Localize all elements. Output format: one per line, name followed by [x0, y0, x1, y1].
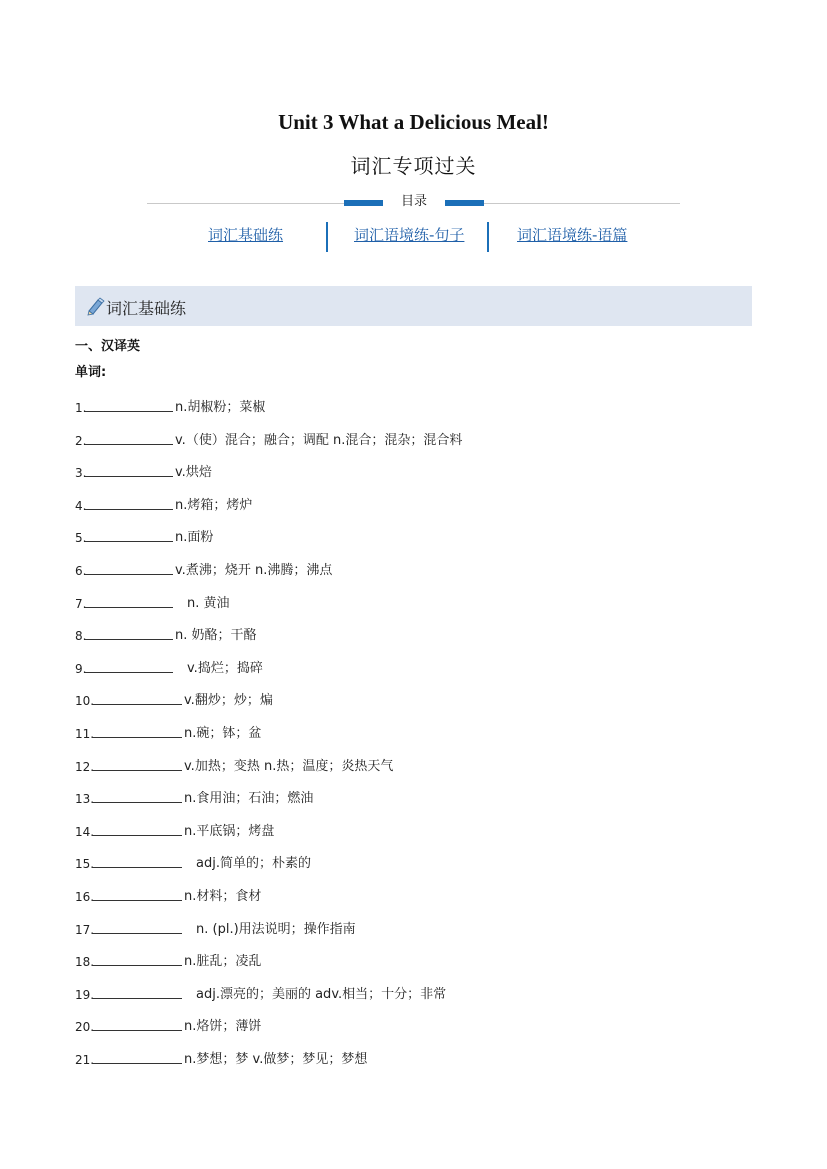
answer-blank[interactable] [92, 722, 182, 738]
item-definition: v.翻炒；炒；煸 [184, 693, 273, 709]
item-number: 10. [75, 694, 95, 709]
exercise-item [75, 1045, 367, 1067]
item-number: 21. [75, 1053, 95, 1067]
item-number: 7. [75, 596, 87, 611]
section-title: 词汇基础练 [106, 299, 187, 318]
answer-blank[interactable] [85, 526, 173, 542]
item-definition: n.梦想；梦 v.做梦；梦见；梦想 [184, 1052, 368, 1067]
exercise-item [75, 719, 261, 741]
exercise-item [75, 686, 273, 708]
item-number: 5. [75, 531, 87, 546]
toc-link-vocab-sentence[interactable]: 词汇语境练-句子 [354, 226, 465, 244]
answer-blank[interactable] [92, 885, 182, 901]
answer-blank[interactable] [85, 494, 173, 510]
item-number: 4. [75, 498, 87, 513]
item-number: 20. [75, 1020, 95, 1035]
item-number: 19. [75, 987, 95, 1002]
item-number: 14. [75, 824, 95, 839]
exercise-item [75, 589, 230, 611]
item-number: 16. [75, 890, 95, 904]
item-number: 1. [75, 401, 87, 415]
exercise-item [75, 915, 356, 937]
document-title: Unit 3 What a Delicious Meal! [278, 110, 549, 134]
exercise-item [75, 426, 462, 448]
item-number: 11. [75, 727, 95, 741]
answer-blank[interactable] [92, 689, 182, 705]
answer-blank[interactable] [85, 396, 173, 412]
pencil-icon [85, 296, 105, 316]
exercise-item [75, 1012, 261, 1034]
item-definition: v.烘焙 [175, 465, 212, 481]
toc-separator [487, 222, 489, 252]
answer-blank[interactable] [92, 852, 182, 868]
item-definition: adj.简单的；朴素的 [196, 856, 311, 872]
item-definition: n.胡椒粉；菜椒 [175, 400, 266, 415]
item-definition: n.烤箱；烤炉 [175, 497, 253, 513]
answer-blank[interactable] [92, 918, 182, 934]
exercise-item [75, 491, 252, 513]
exercise-item [75, 849, 311, 871]
answer-blank[interactable] [85, 429, 173, 445]
item-definition: n.平底锅；烤盘 [184, 823, 275, 839]
answer-blank[interactable] [92, 983, 182, 999]
item-number: 3. [75, 466, 87, 481]
exercise-item [75, 393, 265, 415]
item-number: 12. [75, 759, 95, 774]
answer-blank[interactable] [85, 624, 173, 640]
item-number: 13. [75, 792, 95, 807]
sub-heading: 单词: [75, 365, 107, 380]
item-definition: v.捣烂；捣碎 [187, 660, 263, 676]
item-definition: v.（使）混合；融合；调配 n.混合；混杂；混合料 [175, 432, 463, 448]
item-definition: n. 奶酪；干酪 [175, 628, 257, 644]
item-definition: n. (pl.)用法说明；操作指南 [196, 921, 356, 937]
answer-blank[interactable] [92, 787, 182, 803]
item-definition: n.脏乱；凌乱 [184, 954, 262, 970]
exercise-item [75, 817, 274, 839]
exercise-item [75, 980, 446, 1002]
toc-link-vocab-passage[interactable]: 词汇语境练-语篇 [517, 226, 628, 244]
toc-separator [326, 222, 328, 252]
item-number: 15. [75, 857, 95, 872]
toc-label: 目录 [383, 194, 445, 210]
exercise-item [75, 947, 261, 969]
item-definition: n.碗；钵；盆 [184, 726, 262, 741]
answer-blank[interactable] [85, 559, 173, 575]
exercise-item [75, 523, 213, 545]
item-definition: v.煮沸；烧开 n.沸腾；沸点 [175, 563, 333, 578]
exercise-item [75, 784, 313, 806]
answer-blank[interactable] [85, 657, 173, 673]
part-heading: 一、汉译英 [75, 339, 141, 354]
document-subtitle: 词汇专项过关 [350, 154, 477, 178]
exercise-item [75, 654, 263, 676]
item-number: 17. [75, 922, 95, 937]
exercise-item [75, 882, 261, 904]
exercise-item [75, 621, 257, 643]
section-header [75, 286, 752, 326]
item-definition: n.食用油；石油；燃油 [184, 791, 314, 807]
answer-blank[interactable] [92, 950, 182, 966]
item-number: 6. [75, 564, 87, 578]
item-definition: v.加热；变热 n.热；温度；炎热天气 [184, 758, 394, 774]
item-definition: n.材料；食材 [184, 889, 262, 904]
item-definition: adj.漂亮的；美丽的 adv.相当；十分；非常 [196, 986, 447, 1002]
answer-blank[interactable] [85, 592, 173, 608]
item-definition: n.面粉 [175, 530, 214, 546]
item-number: 18. [75, 955, 95, 970]
answer-blank[interactable] [92, 1015, 182, 1031]
toc-links [0, 222, 827, 252]
exercise-item [75, 752, 393, 774]
answer-blank[interactable] [92, 820, 182, 836]
answer-blank[interactable] [85, 461, 173, 477]
exercise-item [75, 458, 212, 480]
item-number: 9. [75, 661, 87, 676]
item-number: 2. [75, 433, 87, 448]
item-definition: n.烙饼；薄饼 [184, 1019, 262, 1035]
toc-link-vocab-basic[interactable]: 词汇基础练 [208, 226, 284, 244]
answer-blank[interactable] [92, 755, 182, 771]
exercise-item [75, 556, 332, 578]
item-definition: n. 黄油 [187, 595, 230, 611]
item-number: 8. [75, 629, 87, 644]
answer-blank[interactable] [92, 1048, 182, 1064]
